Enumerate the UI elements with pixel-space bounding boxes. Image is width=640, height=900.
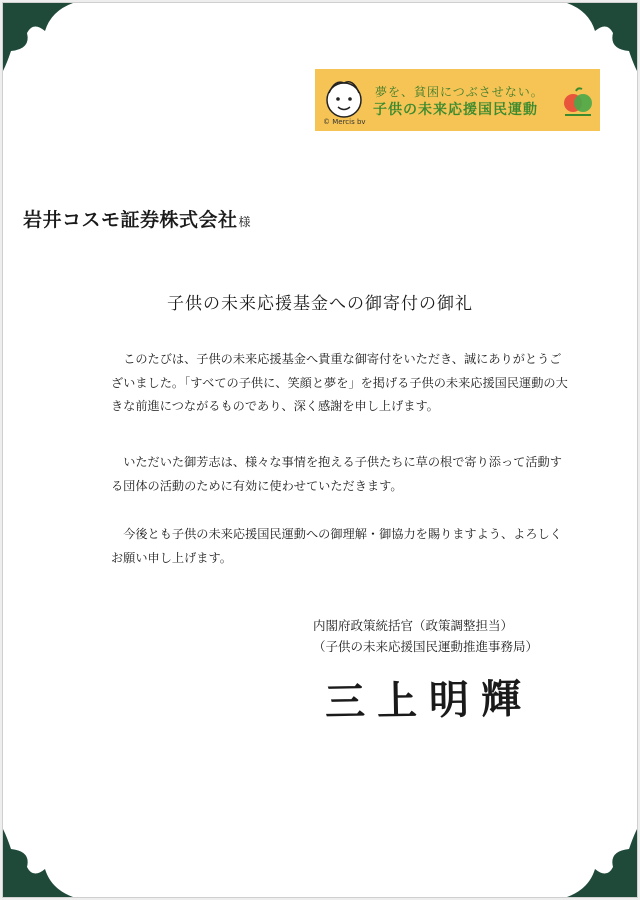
recipient-honorific: 様	[238, 215, 251, 229]
letter-title: 子供の未来応援基金への御寄付の御礼	[167, 294, 473, 314]
recipient	[23, 205, 251, 232]
child-face-icon	[321, 75, 367, 121]
body-paragraph-1: このたびは、子供の未来応援基金へ貴重な御寄付をいただき、誠にありがとうございました。「すべての子供に、笑顔と夢を」を掲げる子供の未来応援国民運動の大きな前進につながるものであり、深く感謝を申し上げます。	[111, 352, 568, 413]
sender-office: （子供の未来応援国民運動推進事務局）	[313, 639, 539, 654]
banner-slogan: 夢を、貧困につぶさせない。	[375, 85, 544, 99]
corner-ornament-bottom-right	[557, 817, 637, 897]
letter-sheet	[2, 2, 638, 898]
campaign-logo-icon	[561, 85, 595, 119]
body-paragraph-2: いただいた御芳志は、様々な事情を抱える子供たちに草の根で寄り添って活動する団体の活動のために有効に使わせていただきます。	[111, 455, 562, 493]
body-paragraph-3: 今後とも子供の未来応援国民運動への御理解・御協力を賜りますよう、よろしくお願い申し上げます。	[111, 527, 562, 565]
signature: 三上明輝	[324, 675, 534, 726]
banner-credit: © Mercis bv	[323, 118, 366, 126]
corner-ornament-bottom-left	[3, 817, 83, 897]
banner-campaign-name: 子供の未来応援国民運動	[373, 102, 538, 118]
campaign-banner	[315, 69, 600, 131]
recipient-name: 岩井コスモ証券株式会社	[23, 209, 238, 231]
sender-title: 内閣府政策統括官（政策調整担当）	[313, 618, 514, 633]
corner-ornament-top-left	[3, 3, 83, 83]
